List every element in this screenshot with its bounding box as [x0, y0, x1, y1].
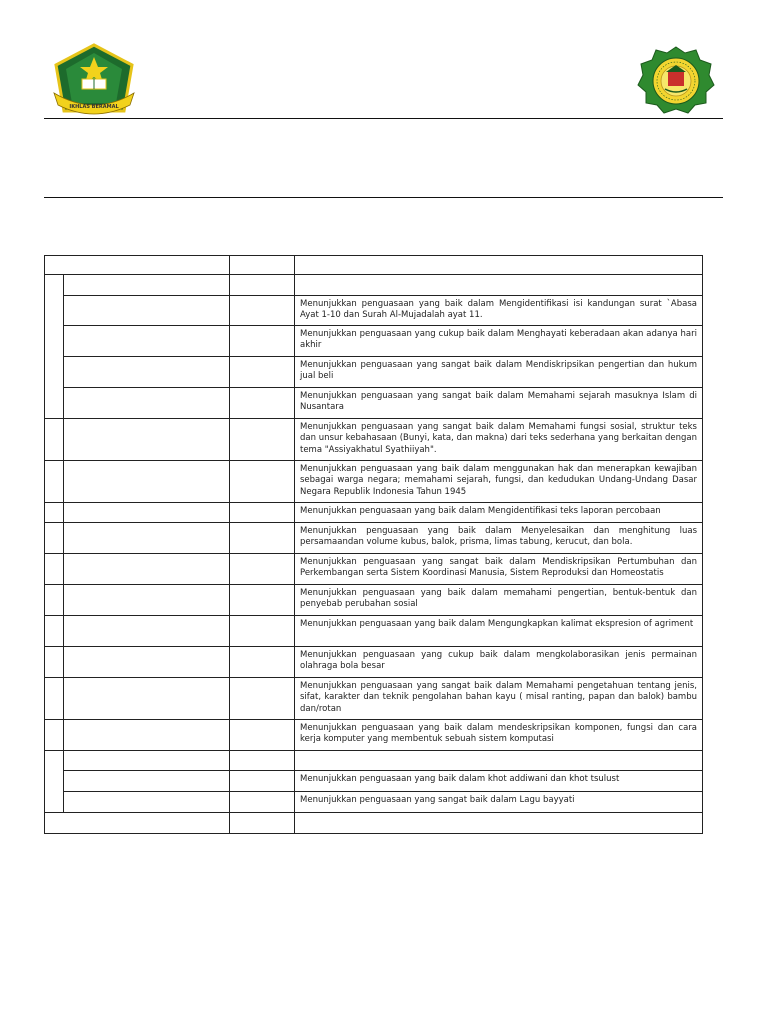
subject-cell	[64, 751, 230, 771]
competency-table	[44, 255, 703, 834]
table-row	[45, 523, 703, 554]
table-row	[45, 326, 703, 357]
header-cell	[45, 256, 230, 275]
table-row	[45, 678, 703, 720]
number-cell	[45, 503, 64, 523]
description-cell: Menunjukkan penguasaan yang sangat baik dalam Memahami pengetahuan tentang jenis, sifat, karakter dan teknik pengolahan bahan kayu ( misal ranting, papan dan balok) bambu dan/rotan	[295, 678, 703, 720]
grade-cell	[230, 503, 295, 523]
footer-cell	[230, 813, 295, 834]
grade-cell	[230, 647, 295, 678]
table-row	[45, 357, 703, 388]
subject-cell	[64, 678, 230, 720]
description-cell: Menunjukkan penguasaan yang sangat baik dalam Mendiskripsikan pengertian dan hukum jual beli	[295, 357, 703, 388]
footer-cell	[45, 813, 230, 834]
description-cell: Menunjukkan penguasaan yang sangat baik dalam Lagu bayyati	[295, 792, 703, 813]
grade-cell	[230, 326, 295, 357]
table-row	[45, 503, 703, 523]
description-cell: Menunjukkan penguasaan yang cukup baik dalam Menghayati keberadaan akan adanya hari akhir	[295, 326, 703, 357]
number-cell	[45, 461, 64, 503]
table-row	[45, 792, 703, 813]
number-cell	[45, 275, 64, 419]
header-cell	[295, 256, 703, 275]
description-cell: Menunjukkan penguasaan yang baik dalam Mengidentifikasi teks laporan percobaan	[295, 503, 703, 523]
table-row	[45, 771, 703, 792]
number-cell	[45, 523, 64, 554]
description-cell: Menunjukkan penguasaan yang baik dalam menggunakan hak dan menerapkan kewajiban sebagai warga negara; memahami sejarah, fungsi, dan kedudukan Undang-Undang Dasar Negara Republik Indonesia Tahun 1945	[295, 461, 703, 503]
subject-cell	[64, 523, 230, 554]
subject-cell	[64, 275, 230, 296]
grade-cell	[230, 751, 295, 771]
table-row	[45, 720, 703, 751]
grade-cell	[230, 616, 295, 647]
number-cell	[45, 751, 64, 813]
grade-cell	[230, 554, 295, 585]
grade-cell	[230, 720, 295, 751]
grade-cell	[230, 771, 295, 792]
grade-cell	[230, 388, 295, 419]
description-cell: Menunjukkan penguasaan yang sangat baik dalam Memahami fungsi sosial, struktur teks dan unsur kebahasaan (Bunyi, kata, dan makna) dari teks sederhana yang berkaitan dengan tema "Assiyakhatul Syathiiyah".	[295, 419, 703, 461]
grade-cell	[230, 357, 295, 388]
subject-cell	[64, 554, 230, 585]
grade-cell	[230, 275, 295, 296]
subject-cell	[64, 792, 230, 813]
grade-cell	[230, 585, 295, 616]
number-cell	[45, 419, 64, 461]
description-cell: Menunjukkan penguasaan yang cukup baik dalam mengkolaborasikan jenis permainan olahraga bola besar	[295, 647, 703, 678]
table-row	[45, 275, 703, 296]
table-row	[45, 419, 703, 461]
table-row	[45, 388, 703, 419]
subject-cell	[64, 296, 230, 326]
table-row	[45, 554, 703, 585]
description-cell: Menunjukkan penguasaan yang baik dalam khot addiwani dan khot tsulust	[295, 771, 703, 792]
number-cell	[45, 616, 64, 647]
subject-cell	[64, 388, 230, 419]
table-row	[45, 751, 703, 771]
number-cell	[45, 647, 64, 678]
header-cell	[230, 256, 295, 275]
description-cell: Menunjukkan penguasaan yang sangat baik dalam Memahami sejarah masuknya Islam di Nusantara	[295, 388, 703, 419]
subject-cell	[64, 357, 230, 388]
subject-cell	[64, 616, 230, 647]
table-row	[45, 616, 703, 647]
description-cell	[295, 275, 703, 296]
subject-cell	[64, 720, 230, 751]
subject-cell	[64, 585, 230, 616]
subject-cell	[64, 771, 230, 792]
madrasah-seal-icon	[636, 45, 716, 115]
subject-cell	[64, 326, 230, 357]
header-rule-top	[44, 118, 723, 119]
grade-cell	[230, 792, 295, 813]
header-rule-bottom	[44, 197, 723, 198]
number-cell	[45, 554, 64, 585]
grade-cell	[230, 296, 295, 326]
footer-cell	[295, 813, 703, 834]
number-cell	[45, 678, 64, 720]
ministry-emblem-icon	[52, 43, 136, 115]
description-cell: Menunjukkan penguasaan yang baik dalam memahami pengertian, bentuk-bentuk dan penyebab perubahan sosial	[295, 585, 703, 616]
subject-cell	[64, 503, 230, 523]
table-row	[45, 296, 703, 326]
subject-cell	[64, 461, 230, 503]
subject-cell	[64, 419, 230, 461]
number-cell	[45, 720, 64, 751]
description-cell	[295, 751, 703, 771]
description-cell: Menunjukkan penguasaan yang baik dalam Menyelesaikan dan menghitung luas persamaandan volume kubus, balok, prisma, limas tabung, kerucut, dan bola.	[295, 523, 703, 554]
table-footer-row	[45, 813, 703, 834]
grade-cell	[230, 678, 295, 720]
description-cell: Menunjukkan penguasaan yang sangat baik dalam Mendiskripsikan Pertumbuhan dan Perkembangan serta Sistem Koordinasi Manusia, Sistem Reproduksi dan Homeostatis	[295, 554, 703, 585]
subject-cell	[64, 647, 230, 678]
table-row	[45, 647, 703, 678]
grade-cell	[230, 461, 295, 503]
table-header-row	[45, 256, 703, 275]
table-row	[45, 585, 703, 616]
grade-cell	[230, 523, 295, 554]
svg-text:IKHLAS BERAMAL: IKHLAS BERAMAL	[69, 104, 119, 110]
description-cell: Menunjukkan penguasaan yang baik dalam Mengungkapkan kalimat ekspresion of agriment	[295, 616, 703, 647]
number-cell	[45, 585, 64, 616]
table-row	[45, 461, 703, 503]
description-cell: Menunjukkan penguasaan yang baik dalam mendeskripsikan komponen, fungsi dan cara kerja komputer yang membentuk sebuah sistem komputasi	[295, 720, 703, 751]
grade-cell	[230, 419, 295, 461]
description-cell: Menunjukkan penguasaan yang baik dalam Mengidentifikasi isi kandungan surat `Abasa Ayat 1-10 dan Surah Al-Mujadalah ayat 11.	[295, 296, 703, 326]
